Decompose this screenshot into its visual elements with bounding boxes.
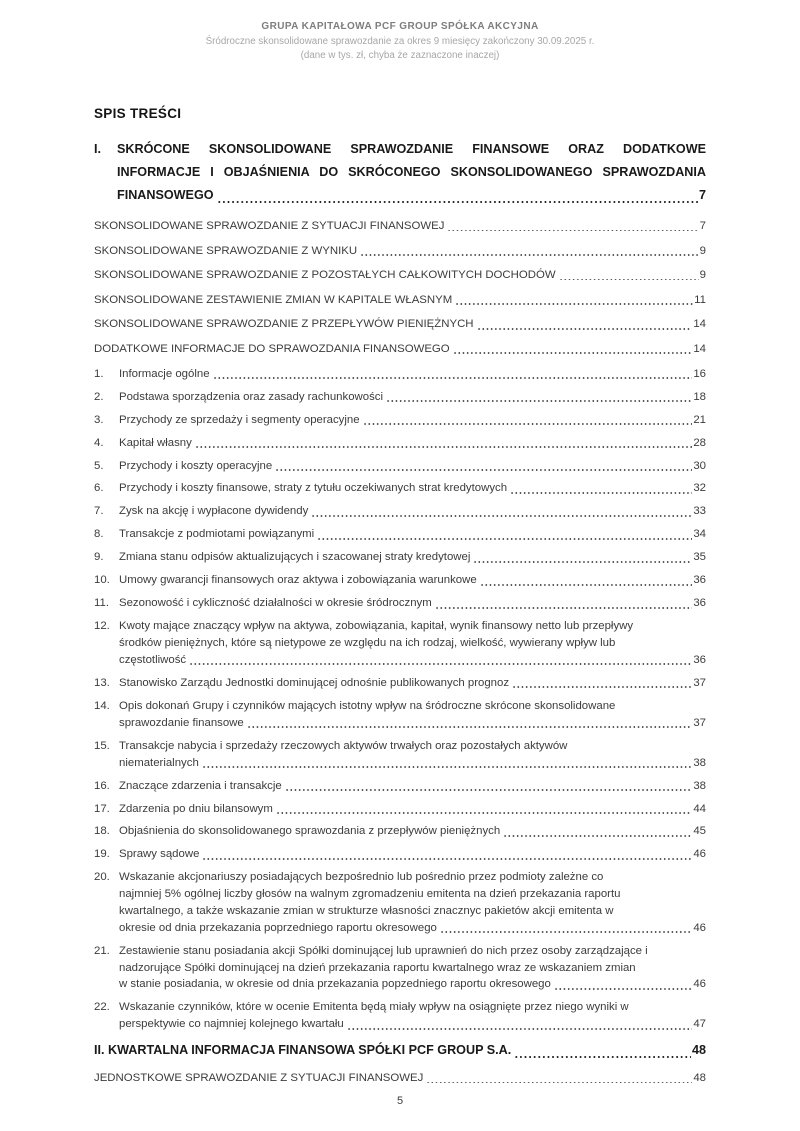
toc-page-number: 36 [693,653,706,666]
page-number-footer: 5 [396,1095,404,1107]
toc-note-entry [94,999,706,1033]
toc-note-entry [94,458,706,475]
toc-leader-dots [440,931,692,933]
toc-note-entry [94,801,706,818]
toc-leader-dots [473,561,692,563]
toc-entry-text-line: Wskazanie czynników, które w ocenie Emitenta będą miały wpływ na osiągnięte przez niego wyniki w [119,1001,629,1014]
toc-page-number: 30 [693,459,706,472]
report-header [0,0,800,62]
toc-leader-dots [285,789,693,791]
toc-entry-number: 17. [94,802,110,815]
toc-statement-entry [94,267,706,284]
toc-leader-dots [447,230,698,232]
toc-entry-text: Objaśnienia do skonsolidowanego sprawozdania z przepływów pieniężnych [119,825,501,838]
toc-entry-last-line [119,976,706,993]
toc-leader-dots [247,726,693,728]
toc-entry-last-line [119,823,706,840]
toc-entry-last-line [119,480,706,497]
toc-entry-text-line: Kwoty mające znaczący wpływ na aktywa, zobowiązania, kapitał, wynik finansowy netto lub przepływy [119,620,634,633]
toc-note-entry [94,675,706,692]
toc-entry-text: DODATKOWE INFORMACJE DO SPRAWOZDANIA FINANSOWEGO [94,342,450,355]
toc-statement-entry [94,341,706,358]
toc-entry-text-line: INFORMACJE I OBJAŚNIENIA DO SKRÓCONEGO SKONSOLIDOWANEGO SPRAWOZDANIA [117,165,706,179]
toc-entry-last-line [94,1070,706,1087]
toc-page-number: 9 [699,269,706,282]
toc-page-number: 46 [693,848,706,861]
toc-entry-last-line [119,1016,706,1033]
toc-page-number: 46 [693,978,706,991]
toc-leader-dots [510,492,692,494]
toc-entry-number: 21. [94,944,110,957]
toc-page-number: 38 [693,756,706,769]
toc-page-number: 28 [693,436,706,449]
toc-note-entry [94,846,706,863]
toc-entry-text: w stanie posiadania, w okresie od dnia przekazania popzedniego raportu okresowego [119,978,551,991]
toc-entry-text: Zdarzenia po dniu bilansowym [119,802,273,815]
toc-entry-last-line [119,755,706,772]
toc-page-number: 7 [699,220,706,232]
toc-page-number: 48 [691,1043,706,1058]
report-units-note: (dane w tys. zł, chyba że zaznaczone inaczej) [300,49,500,61]
toc-entry-number: 2. [94,390,104,403]
toc-entry-text: częstotliwość [119,653,187,666]
toc-leader-dots [503,835,692,837]
toc-page-number: 37 [693,676,706,689]
toc-statement-entry [94,243,706,260]
toc-leader-dots [317,538,692,540]
toc-page-number: 11 [694,293,706,306]
toc-note-entry [94,618,706,668]
toc-entry-last-line [94,267,706,284]
toc-note-entry [94,549,706,566]
toc-content [94,106,706,1087]
toc-entry-text: SKONSOLIDOWANE SPRAWOZDANIE Z SYTUACJI FINANSOWEJ [94,220,445,232]
toc-entry-number: 13. [94,676,110,689]
toc-leader-dots [217,201,698,203]
toc-statement-entry [94,218,706,235]
toc-leader-dots [455,303,693,305]
toc-entry-last-line [94,243,706,260]
toc-leader-dots [202,858,692,860]
toc-entry-text: Zmiana stanu odpisów aktualizujących i szacowanej straty kredytowej [119,551,471,564]
toc-statement-entry [94,292,706,309]
toc-leader-dots [347,1028,693,1030]
company-name: GRUPA KAPITAŁOWA PCF GROUP SPÓŁKA AKCYJNA [261,21,539,32]
toc-leader-dots [189,663,692,665]
toc-page-number: 46 [693,921,706,934]
toc-page-number: 7 [698,188,706,202]
toc-entry-number: 15. [94,739,110,752]
toc-leader-dots [363,423,693,425]
toc-entry-number: 3. [94,413,104,426]
toc-entry-last-line [119,389,706,406]
toc-entry-text: Umowy gwarancji finansowych oraz aktywa i zobowiązania warunkowe [119,574,477,587]
toc-section-heading [94,1039,706,1062]
toc-page-number: 16 [693,367,706,380]
toc-entry-text-line: nadzorujące Spółki dominującej na dzień przekazania raportu kwartalnego wraz ze wskazaniem zmian [119,961,636,974]
toc-page-number: 45 [693,825,706,838]
toc-section-heading [94,138,706,207]
toc-note-entry [94,738,706,772]
toc-entry-text: II. KWARTALNA INFORMACJA FINANSOWA SPÓŁKI PCF GROUP S.A. [94,1043,512,1058]
toc-entry-text: sprawozdanie finansowe [119,716,244,729]
toc-entry-text-line: środków pieniężnych, które są nietypowe ze względu na ich rodzaj, wielkość, wywierany wpływ lub [119,637,616,650]
toc-page-number: 36 [693,574,706,587]
toc-page-number: 14 [693,318,706,331]
toc-entry-last-line [119,503,706,520]
toc-entry-last-line [94,316,706,333]
toc-title: SPIS TREŚCI [94,106,182,121]
toc-note-entry [94,503,706,520]
toc-leader-dots [514,1056,691,1058]
toc-note-entry [94,412,706,429]
toc-entry-number: 20. [94,871,110,884]
toc-entry-number: 7. [94,505,104,518]
toc-note-entry [94,595,706,612]
toc-note-entry [94,778,706,795]
toc-entry-last-line [119,595,706,612]
toc-entry-text: Znaczące zdarzenia i transakcje [119,779,282,792]
toc-entry-last-line [119,920,706,937]
toc-leader-dots [554,988,692,990]
toc-leader-dots [386,400,692,402]
toc-entry-text: okresie od dnia przekazania poprzedniego raportu okresowego [119,921,437,934]
toc-entry-number: 14. [94,699,110,712]
toc-entry-last-line [119,652,706,669]
toc-entry-text: Sprawy sądowe [119,848,200,861]
toc-page-number: 35 [693,551,706,564]
toc-entry-text: niematerialnych [119,756,199,769]
toc-leader-dots [311,515,692,517]
toc-entry-number: 10. [94,574,110,587]
toc-note-entry [94,366,706,383]
toc-leader-dots [477,328,693,330]
toc-entry-number: I. [94,142,101,156]
toc-leader-dots [435,607,693,609]
toc-entry-number: 6. [94,482,104,495]
toc-page-number: 44 [693,802,706,815]
toc-entry-last-line [94,292,706,309]
toc-page-number: 37 [693,716,706,729]
toc-leader-dots [276,812,692,814]
toc-entry-last-line [94,341,706,358]
toc-entry-text: SKONSOLIDOWANE SPRAWOZDANIE Z PRZEPŁYWÓW PIENIĘŻNYCH [94,318,474,331]
toc-entry-text: Przychody i koszty operacyjne [119,459,273,472]
toc-entry-text: perspektywie co najmniej kolejnego kwartału [119,1018,344,1031]
toc-entry-text: Przychody ze sprzedaży i segmenty operacyjne [119,413,360,426]
toc-entry-text: FINANSOWEGO [117,188,214,202]
toc-entry-text: Przychody i koszty finansowe, straty z tytułu oczekiwanych strat kredytowych [119,482,508,495]
toc-entry-text-line: najmniej 5% ogólnej liczby głosów na walnym zgromadzeniu emitenta na dzień przekazania raportu [119,888,621,901]
toc-entry-last-line [119,435,706,452]
toc-entry-text: SKONSOLIDOWANE SPRAWOZDANIE Z POZOSTAŁYCH CAŁKOWITYCH DOCHODÓW [94,269,556,282]
toc-entry-text: Stanowisko Zarządu Jednostki dominującej odnośnie publikowanych prognoz [119,676,510,689]
toc-entry-text: SKONSOLIDOWANE SPRAWOZDANIE Z WYNIKU [94,244,358,257]
toc-entry-number: 22. [94,1001,110,1014]
toc-leader-dots [426,1082,692,1084]
toc-entry-number: 18. [94,825,110,838]
toc-note-entry [94,869,706,936]
toc-leader-dots [480,584,693,586]
toc-note-entry [94,480,706,497]
toc-entry-last-line [117,184,706,207]
toc-entry-text: Transakcje z podmiotami powiązanymi [119,528,315,541]
toc-leader-dots [202,766,693,768]
toc-entry-number: 1. [94,367,104,380]
toc-page-number: 14 [693,342,706,355]
toc-page-number: 47 [693,1018,706,1031]
toc-list [94,138,706,1087]
toc-entry-last-line [119,801,706,818]
toc-entry-last-line [119,412,706,429]
toc-entry-text: Informacje ogólne [119,367,210,380]
toc-entry-number: 5. [94,459,104,472]
toc-note-entry [94,435,706,452]
toc-entry-last-line [119,366,706,383]
toc-entry-text-line: Transakcje nabycia i sprzedaży rzeczowych aktywów trwałych oraz pozostałych aktywów [119,739,568,752]
toc-entry-last-line [119,715,706,732]
toc-leader-dots [275,469,692,471]
toc-leader-dots [512,686,692,688]
toc-entry-text: Kapitał własny [119,436,192,449]
toc-page-number: 36 [693,597,706,610]
toc-entry-text-line: kwartalnego, a także wskazanie zmian w strukturze własności znacznyc pakietów akcji emitenta w [119,905,614,918]
toc-entry-text: JEDNOSTKOWE SPRAWOZDANIE Z SYTUACJI FINANSOWEJ [94,1072,424,1085]
toc-page-number: 9 [699,244,706,257]
toc-entry-number: 9. [94,551,104,564]
toc-page-number: 21 [693,413,706,426]
toc-entry-last-line [119,846,706,863]
toc-entry-text: Sezonowość i cykliczność działalności w okresie śródrocznym [119,597,432,610]
toc-entry-last-line [94,1039,706,1062]
toc-leader-dots [360,254,699,256]
toc-entry-last-line [119,549,706,566]
toc-note-entry [94,943,706,993]
toc-entry-number: 11. [94,597,109,610]
toc-note-entry [94,823,706,840]
toc-note-entry [94,698,706,732]
toc-entry-number: 8. [94,528,104,541]
toc-page-number: 33 [693,505,706,518]
toc-statement-entry [94,316,706,333]
toc-entry-number: 19. [94,848,110,861]
toc-page-number: 32 [693,482,706,495]
toc-leader-dots [213,377,693,379]
toc-entry-last-line [119,526,706,543]
toc-entry-number: 12. [94,620,110,633]
toc-entry-text: Podstawa sporządzenia oraz zasady rachunkowości [119,390,384,403]
toc-leader-dots [195,446,693,448]
toc-entry-text-line: Opis dokonań Grupy i czynników mających istotny wpływ na śródroczne skrócone skonsolidowane [119,699,616,712]
toc-page-number: 48 [693,1072,706,1085]
toc-entry-text: SKONSOLIDOWANE ZESTAWIENIE ZMIAN W KAPITALE WŁASNYM [94,293,453,306]
toc-leader-dots [453,352,693,354]
toc-note-entry [94,526,706,543]
toc-leader-dots [559,279,699,281]
toc-entry-last-line [119,572,706,589]
toc-page-number: 38 [693,779,706,792]
toc-entry-text: Zysk na akcję i wypłacone dywidendy [119,505,309,518]
toc-entry-text-line: Wskazanie akcjonariuszy posiadających bezpośrednio lub pośrednio przez podmioty zależne co [119,871,604,884]
toc-page-number: 18 [693,390,706,403]
toc-entry-text-line: Zestawienie stanu posiadania akcji Spółki dominującej lub uprawnień do nich przez osoby zarządzające i [119,944,648,957]
toc-entry-number: 16. [94,779,110,792]
toc-note-entry [94,389,706,406]
toc-entry-last-line [119,458,706,475]
toc-entry-number: 4. [94,436,104,449]
toc-statement-entry [94,1070,706,1087]
toc-entry-text-line: SKRÓCONE SKONSOLIDOWANE SPRAWOZDANIE FINANSOWE ORAZ DODATKOWE [117,142,706,156]
toc-entry-last-line [94,218,706,235]
report-subtitle: Śródroczne skonsolidowane sprawozdanie za okres 9 miesięcy zakończony 30.09.2025 r. [205,36,595,47]
toc-entry-last-line [119,675,706,692]
toc-note-entry [94,572,706,589]
toc-entry-last-line [119,778,706,795]
toc-page-number: 34 [693,528,706,541]
